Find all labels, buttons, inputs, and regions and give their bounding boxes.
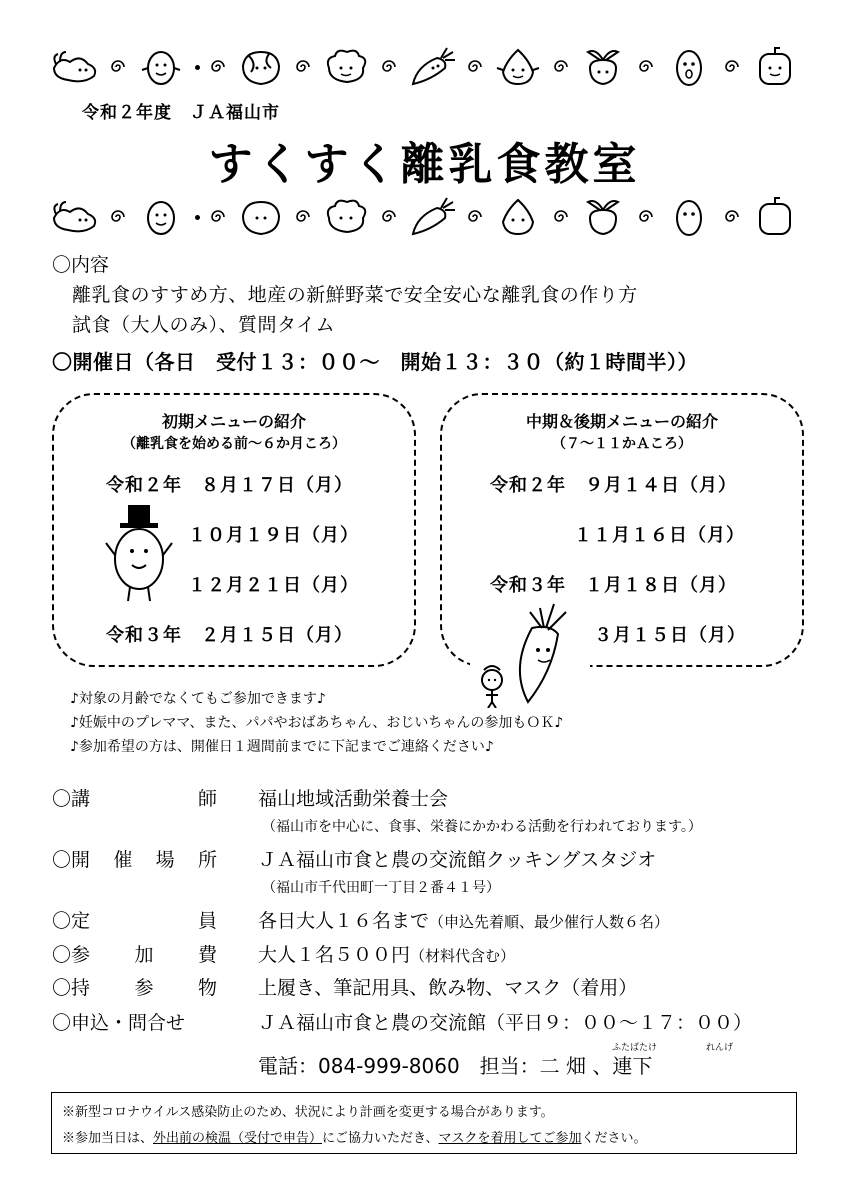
label-part: 催	[113, 849, 133, 871]
swirl-icon	[466, 58, 484, 76]
swirl-icon	[209, 58, 227, 76]
label-part: 物	[197, 977, 217, 999]
dot-separator	[195, 65, 200, 70]
early-box-title: 初期メニューの紹介	[161, 412, 306, 431]
venue-label	[52, 845, 217, 872]
label-part: 員	[197, 910, 217, 932]
lecturer-label	[52, 784, 217, 811]
content-heading: 〇内容	[52, 254, 110, 276]
schedule-line: 〇開催日（各日 受付１３：００～ 開始１３：３０（約１時間半））	[52, 350, 698, 374]
label-part: 〇開	[52, 849, 91, 871]
label-part: 〇講	[52, 788, 91, 810]
fee-note: （材料代含む）	[410, 947, 516, 965]
ruby-renge: れんげ	[706, 1043, 734, 1053]
phone-contact: 電話：084-999-8060 担当：二 畑 、連下	[258, 1054, 653, 1078]
label-part: 加	[134, 944, 154, 966]
broccoli-face-icon	[321, 196, 371, 238]
swirl-icon	[466, 208, 484, 226]
apply-value: ＪＡ福山市食と農の交流館（平日９：００～１７：００）	[258, 1012, 753, 1034]
early-date-1: 令和２年 ８月１７日（月）	[106, 475, 353, 496]
apply-label: 〇申込・問合せ	[52, 1012, 186, 1034]
notice-text: にご協力いただき、	[322, 1131, 439, 1146]
early-date-4: 令和３年 ２月１５日（月）	[106, 625, 353, 646]
label-part: 〇定	[52, 910, 91, 932]
potato-face-icon	[136, 46, 186, 88]
ruby-futabatake: ふたばたけ	[612, 1043, 658, 1053]
turnip-icon	[578, 46, 628, 88]
turnip-icon	[578, 196, 628, 238]
content-line-2: 試食（大人のみ）、質問タイム	[72, 314, 336, 336]
bring-value: 上履き、筆記用具、飲み物、マスク（着用）	[258, 977, 638, 999]
fee-label	[52, 940, 217, 967]
later-box-title: 中期＆後期メニューの紹介	[525, 412, 718, 431]
content-line-1: 離乳食のすすめ方、地産の新鮮野菜で安全安心な離乳食の作り方	[72, 284, 638, 306]
note-1: ♪対象の月齢でなくてもご参加できます♪	[70, 691, 326, 707]
venue-value: ＪＡ福山市食と農の交流館クッキングスタジオ	[258, 849, 657, 871]
fee-text: 大人１名５００円	[258, 944, 411, 966]
cabbage-face-icon	[235, 196, 285, 238]
label-part: 〇参	[52, 944, 91, 966]
capacity-note: （申込先着順、最少催行人数６名）	[429, 913, 670, 931]
bean-face-icon	[664, 196, 714, 238]
early-date-2: １０月１９日（月）	[188, 525, 359, 546]
bean-face-icon	[664, 46, 714, 88]
notice-underlined: 外出前の検温（受付で申告）	[153, 1131, 323, 1146]
later-box-subtitle: （７～１１かＡころ）	[552, 436, 692, 452]
lecturer-value: 福山地域活動栄養士会	[258, 788, 449, 810]
notice-underlined: マスクを着用してご参加	[438, 1131, 582, 1146]
onion-face-icon	[493, 46, 543, 88]
capacity-label	[52, 906, 217, 933]
top-vegetable-border	[50, 42, 800, 92]
swirl-icon	[552, 58, 570, 76]
early-box-subtitle: （離乳食を始める前～６か月ころ）	[122, 436, 346, 452]
radish-icon	[50, 196, 100, 238]
swirl-icon	[637, 58, 655, 76]
early-date-3: １２月２１日（月）	[188, 575, 359, 596]
broccoli-face-icon	[321, 46, 371, 88]
later-date-3: 令和３年 １月１８日（月）	[490, 575, 737, 596]
onion-face-icon	[493, 196, 543, 238]
swirl-icon	[723, 58, 741, 76]
bring-label	[52, 973, 217, 1000]
pumpkin-icon	[750, 196, 800, 238]
later-date-1: 令和２年 ９月１４日（月）	[490, 475, 737, 496]
label-part: 師	[197, 788, 217, 810]
swirl-icon	[294, 58, 312, 76]
swirl-icon	[637, 208, 655, 226]
label-part: 所	[197, 849, 217, 871]
swirl-icon	[723, 208, 741, 226]
notice-text: ※参加当日は、	[62, 1131, 154, 1146]
radish-icon	[50, 46, 100, 88]
cabbage-face-icon	[235, 46, 285, 88]
potato-hat-character-icon	[102, 503, 176, 607]
lower-vegetable-border	[50, 192, 800, 242]
note-2: ♪妊娠中のプレママ、また、パパやおばあちゃん、おじいちゃんの参加もＯＫ♪	[70, 715, 564, 731]
label-part: 場	[155, 849, 175, 871]
pumpkin-icon	[750, 46, 800, 88]
label-part: 〇持	[52, 977, 91, 999]
carrot-character-icon	[470, 598, 590, 708]
swirl-icon	[552, 208, 570, 226]
notice-text: ください。	[581, 1131, 647, 1146]
capacity-value	[258, 906, 669, 933]
later-date-4: ３月１５日（月）	[594, 625, 746, 646]
swirl-icon	[109, 58, 127, 76]
venue-address: （福山市千代田町一丁目２番４１号）	[262, 880, 500, 896]
swirl-icon	[380, 208, 398, 226]
fee-value	[258, 940, 515, 967]
lecturer-note: （福山市を中心に、食事、栄養にかかわる活動を行われております。）	[262, 819, 702, 835]
header-subtitle: 令和２年度 ＪＡ福山市	[82, 103, 280, 123]
swirl-icon	[109, 208, 127, 226]
note-3: ♪参加希望の方は、開催日１週間前までに下記までご連絡ください♪	[70, 739, 494, 755]
swirl-icon	[209, 208, 227, 226]
carrot-icon	[407, 196, 457, 238]
potato-face-icon	[136, 196, 186, 238]
dot-separator	[195, 215, 200, 220]
early-menu-box	[52, 393, 416, 667]
label-part: 参	[134, 977, 154, 999]
capacity-text: 各日大人１６名まで	[258, 910, 430, 932]
swirl-icon	[380, 58, 398, 76]
notice-line-2	[62, 1127, 647, 1146]
notice-line-1: ※新型コロナウイルス感染防止のため、状況により計画を変更する場合があります。	[62, 1105, 554, 1120]
carrot-icon	[407, 46, 457, 88]
label-part: 費	[197, 944, 217, 966]
notice-box	[51, 1092, 797, 1154]
swirl-icon	[294, 208, 312, 226]
later-date-2: １１月１６日（月）	[574, 525, 745, 546]
page-title: すくすく離乳食教室	[208, 139, 641, 190]
